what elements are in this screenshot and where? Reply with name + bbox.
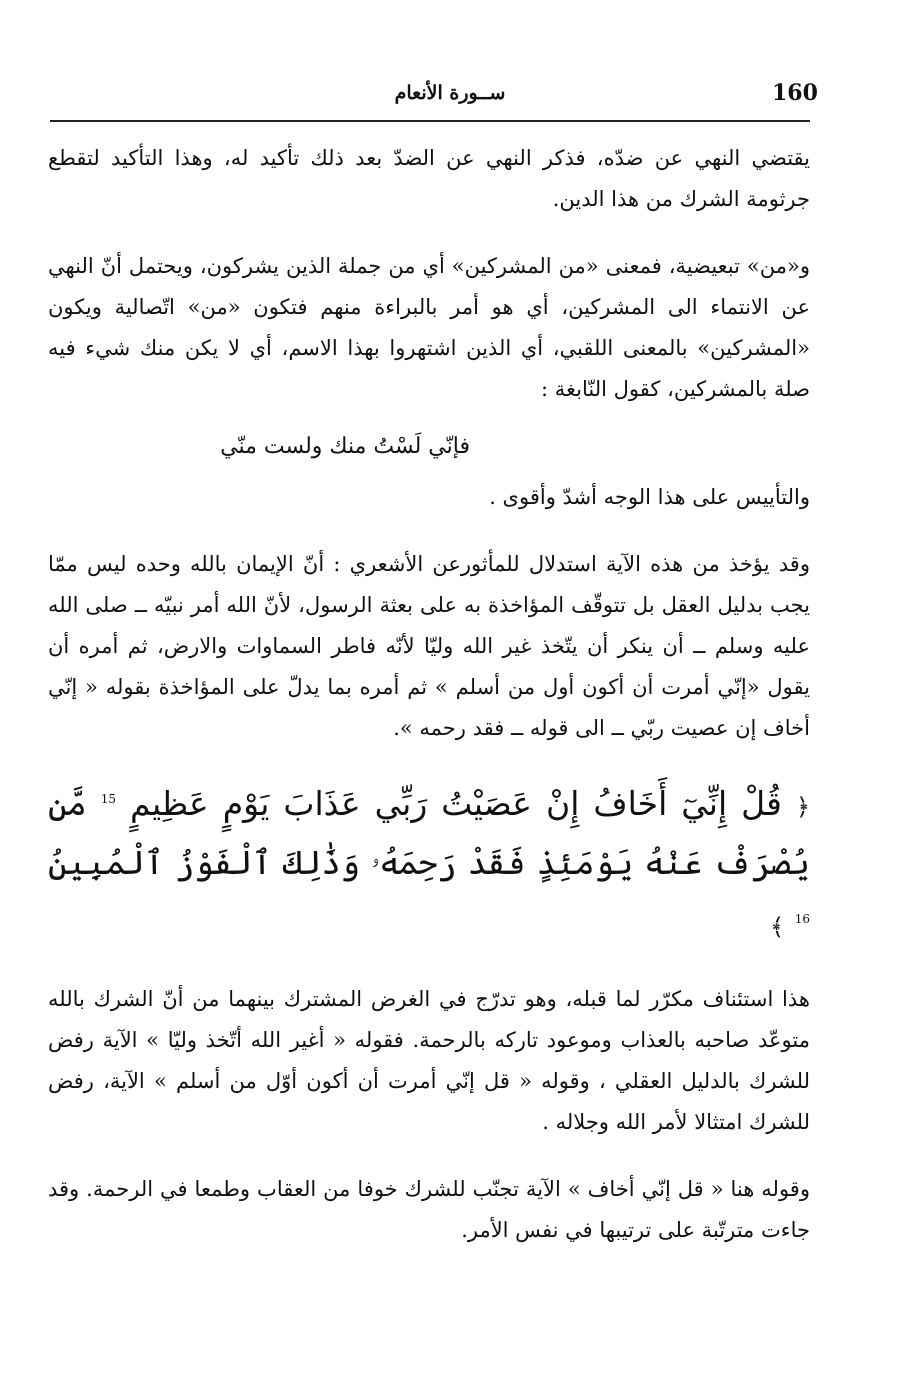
verse-close-ornament: ﴾	[770, 913, 785, 941]
paragraph-1: يقتضي النهي عن ضدّه، فذكر النهي عن الضدّ بعد ذلك تأكيد له، وهذا التأكيد لتقطع جرثومة الشرك من هذا الدين.	[48, 146, 810, 211]
verse-16-text: مَّن يُصْرَفْ عَنْهُ يَوْمَئِذٍ فَقَدْ رَحِمَهُۥ وَذَٰلِكَ ٱلْفَوْزُ ٱلْمُبِينُ	[48, 784, 810, 882]
verse-15-text: قُلْ إِنِّيٓ أَخَافُ إِنْ عَصَيْتُ رَبِّي عَذَابَ يَوْمٍ عَظِيمٍ	[130, 784, 782, 823]
header-divider	[50, 120, 810, 122]
page-number: 160	[772, 80, 818, 106]
poetry-quote: فإنّي لَسْتُ منك ولست منّي	[220, 434, 470, 459]
paragraph-5: هذا استئناف مكرّر لما قبله، وهو تدرّج في الغرض المشترك بينهما من أنّ الشرك بالله متوعّد صاحبه بالعذاب وموعود تاركه بالرحمة. فقوله « أغير الله أتّخذ وليّا » الآية رفض للشرك بالدليل العقلي ، وقوله « قل إنّي أمرت أن أكون أوّل من أسلم » الآية، رفض للشرك امتثالا لأمر الله وجلاله .	[48, 987, 810, 1134]
running-title: ســورة الأنعام	[394, 82, 506, 104]
paragraph-6: وقوله هنا « قل إنّي أخاف » الآية تجنّب للشرك خوفا من العقاب وطمعا في الرحمة. وقد جاءت مترتّبة على ترتيبها في نفس الأمر.	[48, 1177, 810, 1242]
paragraph-2: و«من» تبعيضية، فمعنى «من المشركين» أي من جملة الذين يشركون، ويحتمل أنّ النهي عن الانتماء الى المشركين، أي هو أمر بالبراءة منهم فتكون «من» اتّصالية ويكون «المشركين» بالمعنى اللقبي، أي الذين اشتهروا بهذا الاسم، أي لا يكن منك شيء فيه صلة بالمشركين، كقول النّابغة :	[48, 254, 810, 401]
paragraph-3: والتأييس على هذا الوجه أشدّ وأقوى .	[489, 485, 810, 509]
page-header	[50, 78, 818, 118]
verse-15-number: 15	[100, 792, 116, 806]
quran-verses	[48, 771, 810, 955]
paragraph-4: وقد يؤخذ من هذه الآية استدلال للمأثورعن الأشعري : أنّ الإيمان بالله وحده ليس ممّا يجب بدليل العقل بل تتوقّف المؤاخذة به على بعثة الرسول، لأنّ الله أمر نبيّه ــ صلى الله عليه وسلم ــ أن ينكر أن يتّخذ غير الله وليّا لأنّه فاطر السماوات والارض، ثم أمره أن يقول «إنّي أمرت أن أكون أول من أسلم » ثم أمره بما يدلّ على المؤاخذة بقوله « إنّي أخاف إن عصيت ربّي ــ الى قوله ــ فقد رحمه ».	[48, 552, 810, 740]
verse-16-number: 16	[794, 912, 810, 926]
commentary-text	[48, 138, 810, 1267]
verse-open-ornament: ﴿	[795, 793, 811, 821]
